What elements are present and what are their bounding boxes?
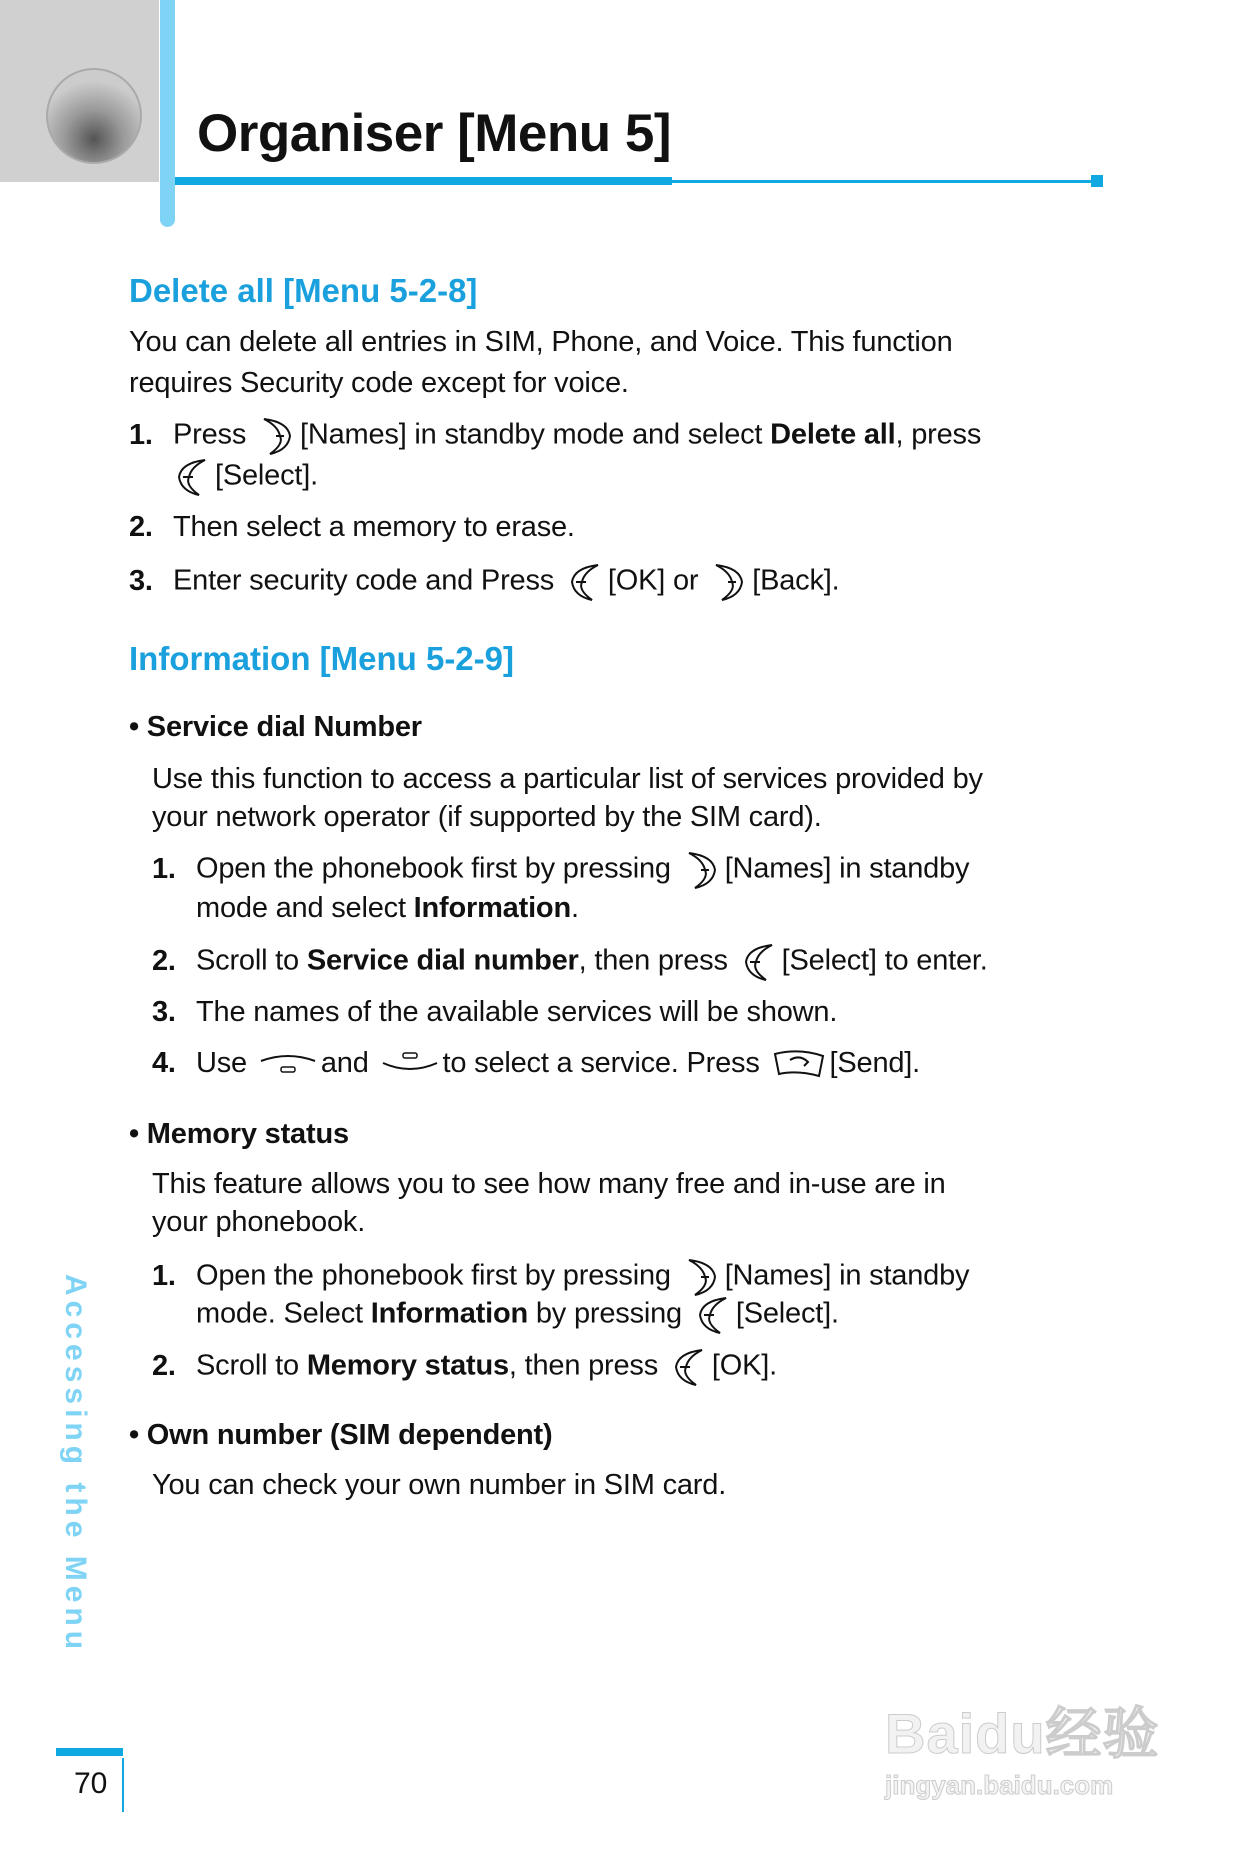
step: [152, 1257, 969, 1297]
step-number: 3.: [152, 996, 176, 1028]
step-text: [Select].: [735, 1297, 839, 1330]
step-number: 1.: [129, 418, 153, 451]
paragraph: your network operator (if supported by the SIM card).: [152, 801, 822, 833]
step-text: mode. Select: [196, 1297, 363, 1330]
step-bold: Memory status: [306, 1349, 509, 1382]
step-bold: Service dial number: [306, 944, 579, 977]
step: [152, 942, 988, 982]
baidu-watermark: [885, 1690, 1160, 1801]
watermark-url: jingyan.baidu.com: [885, 1770, 1114, 1800]
step: [129, 509, 575, 545]
left-soft-key-icon: [566, 562, 604, 602]
step-number: 1.: [152, 852, 176, 885]
page-number-bar: [56, 1748, 123, 1756]
step: [152, 850, 969, 890]
left-soft-key-icon: [694, 1295, 732, 1335]
step-text: Press: [173, 418, 247, 451]
step-text: [Select].: [215, 459, 318, 492]
right-soft-key-icon: [258, 416, 296, 456]
subsection-title: • Memory status: [129, 1118, 349, 1150]
step-continuation: [196, 1295, 839, 1335]
paragraph: This feature allows you to see how many free and in-use are in: [152, 1168, 946, 1200]
subsection-title: • Service dial Number: [129, 711, 422, 743]
step-text: mode and select: [196, 892, 406, 924]
step-text: [Names] in standby mode and select: [300, 418, 763, 451]
nav-down-key-icon: [381, 1049, 439, 1079]
step-text: [Select] to enter.: [781, 944, 988, 977]
title-rule: [672, 180, 1097, 183]
section-heading-delete-all: Delete all [Menu 5-2-8]: [129, 272, 478, 309]
step-text: and: [320, 1047, 369, 1079]
side-section-label: Accessing the Menu: [59, 1274, 92, 1655]
right-soft-key-icon: [683, 850, 721, 890]
right-soft-key-icon: [710, 562, 748, 602]
step-number: 1.: [152, 1259, 176, 1292]
step-bold: Information: [413, 892, 571, 924]
step-text: [Names] in standby: [724, 852, 970, 885]
step: [152, 1347, 777, 1387]
step-text: .: [570, 892, 579, 924]
step: [129, 562, 840, 602]
step-bold: Delete all: [770, 418, 896, 451]
step-continuation: [196, 890, 579, 926]
step-text: Open the phonebook first by pressing: [196, 1259, 671, 1292]
step-text: to select a service. Press: [442, 1047, 760, 1079]
step-text: [OK].: [711, 1349, 777, 1382]
subsection-title: • Own number (SIM dependent): [129, 1419, 553, 1451]
page-title: Organiser [Menu 5]: [197, 104, 671, 163]
step-text: Scroll to: [196, 1349, 299, 1382]
step-text: The names of the available services will be shown.: [196, 996, 838, 1028]
step-text: Then select a memory to erase.: [173, 511, 575, 543]
left-soft-key-icon: [173, 457, 211, 497]
step-text: Use: [196, 1047, 247, 1079]
step-text: [OK] or: [607, 564, 699, 597]
header-vertical-bar: [160, 0, 175, 227]
step-continuation: [173, 457, 318, 497]
page-number: 70: [74, 1767, 108, 1800]
organiser-logo-icon: [46, 68, 142, 164]
step-number: 2.: [152, 1349, 176, 1382]
step-text: Enter security code and Press: [173, 564, 555, 597]
step-text: Scroll to: [196, 944, 299, 977]
step: [152, 994, 837, 1030]
paragraph: Use this function to access a particular list of services provided by: [152, 763, 983, 795]
paragraph: You can delete all entries in SIM, Phone, and Voice. This function: [129, 326, 953, 358]
step-text: , press: [895, 418, 982, 451]
step-text: Open the phonebook first by pressing: [196, 852, 671, 885]
paragraph: requires Security code except for voice.: [129, 367, 629, 399]
step-text: , then press: [508, 1349, 659, 1382]
step-text: by pressing: [535, 1297, 682, 1330]
left-soft-key-icon: [670, 1347, 708, 1387]
right-soft-key-icon: [683, 1257, 721, 1297]
paragraph: You can check your own number in SIM card.: [152, 1469, 727, 1501]
step: [152, 1045, 920, 1081]
page-number-rule: [122, 1758, 124, 1812]
left-soft-key-icon: [740, 942, 778, 982]
title-underline: [175, 177, 672, 185]
step: [129, 416, 981, 456]
step-number: 3.: [129, 564, 153, 597]
step-number: 4.: [152, 1047, 176, 1079]
send-key-icon: [772, 1048, 826, 1080]
step-text: [Back].: [752, 564, 840, 597]
title-rule-end: [1091, 175, 1103, 187]
nav-up-key-icon: [259, 1049, 317, 1079]
section-heading-information: Information [Menu 5-2-9]: [129, 640, 514, 677]
watermark-brand: Baidu经验: [885, 1702, 1160, 1765]
step-number: 2.: [129, 511, 153, 543]
step-bold: Information: [370, 1297, 529, 1330]
step-number: 2.: [152, 944, 176, 977]
step-text: [Send].: [829, 1047, 921, 1079]
step-text: , then press: [578, 944, 728, 977]
step-text: [Names] in standby: [724, 1259, 970, 1292]
paragraph: your phonebook.: [152, 1206, 366, 1238]
